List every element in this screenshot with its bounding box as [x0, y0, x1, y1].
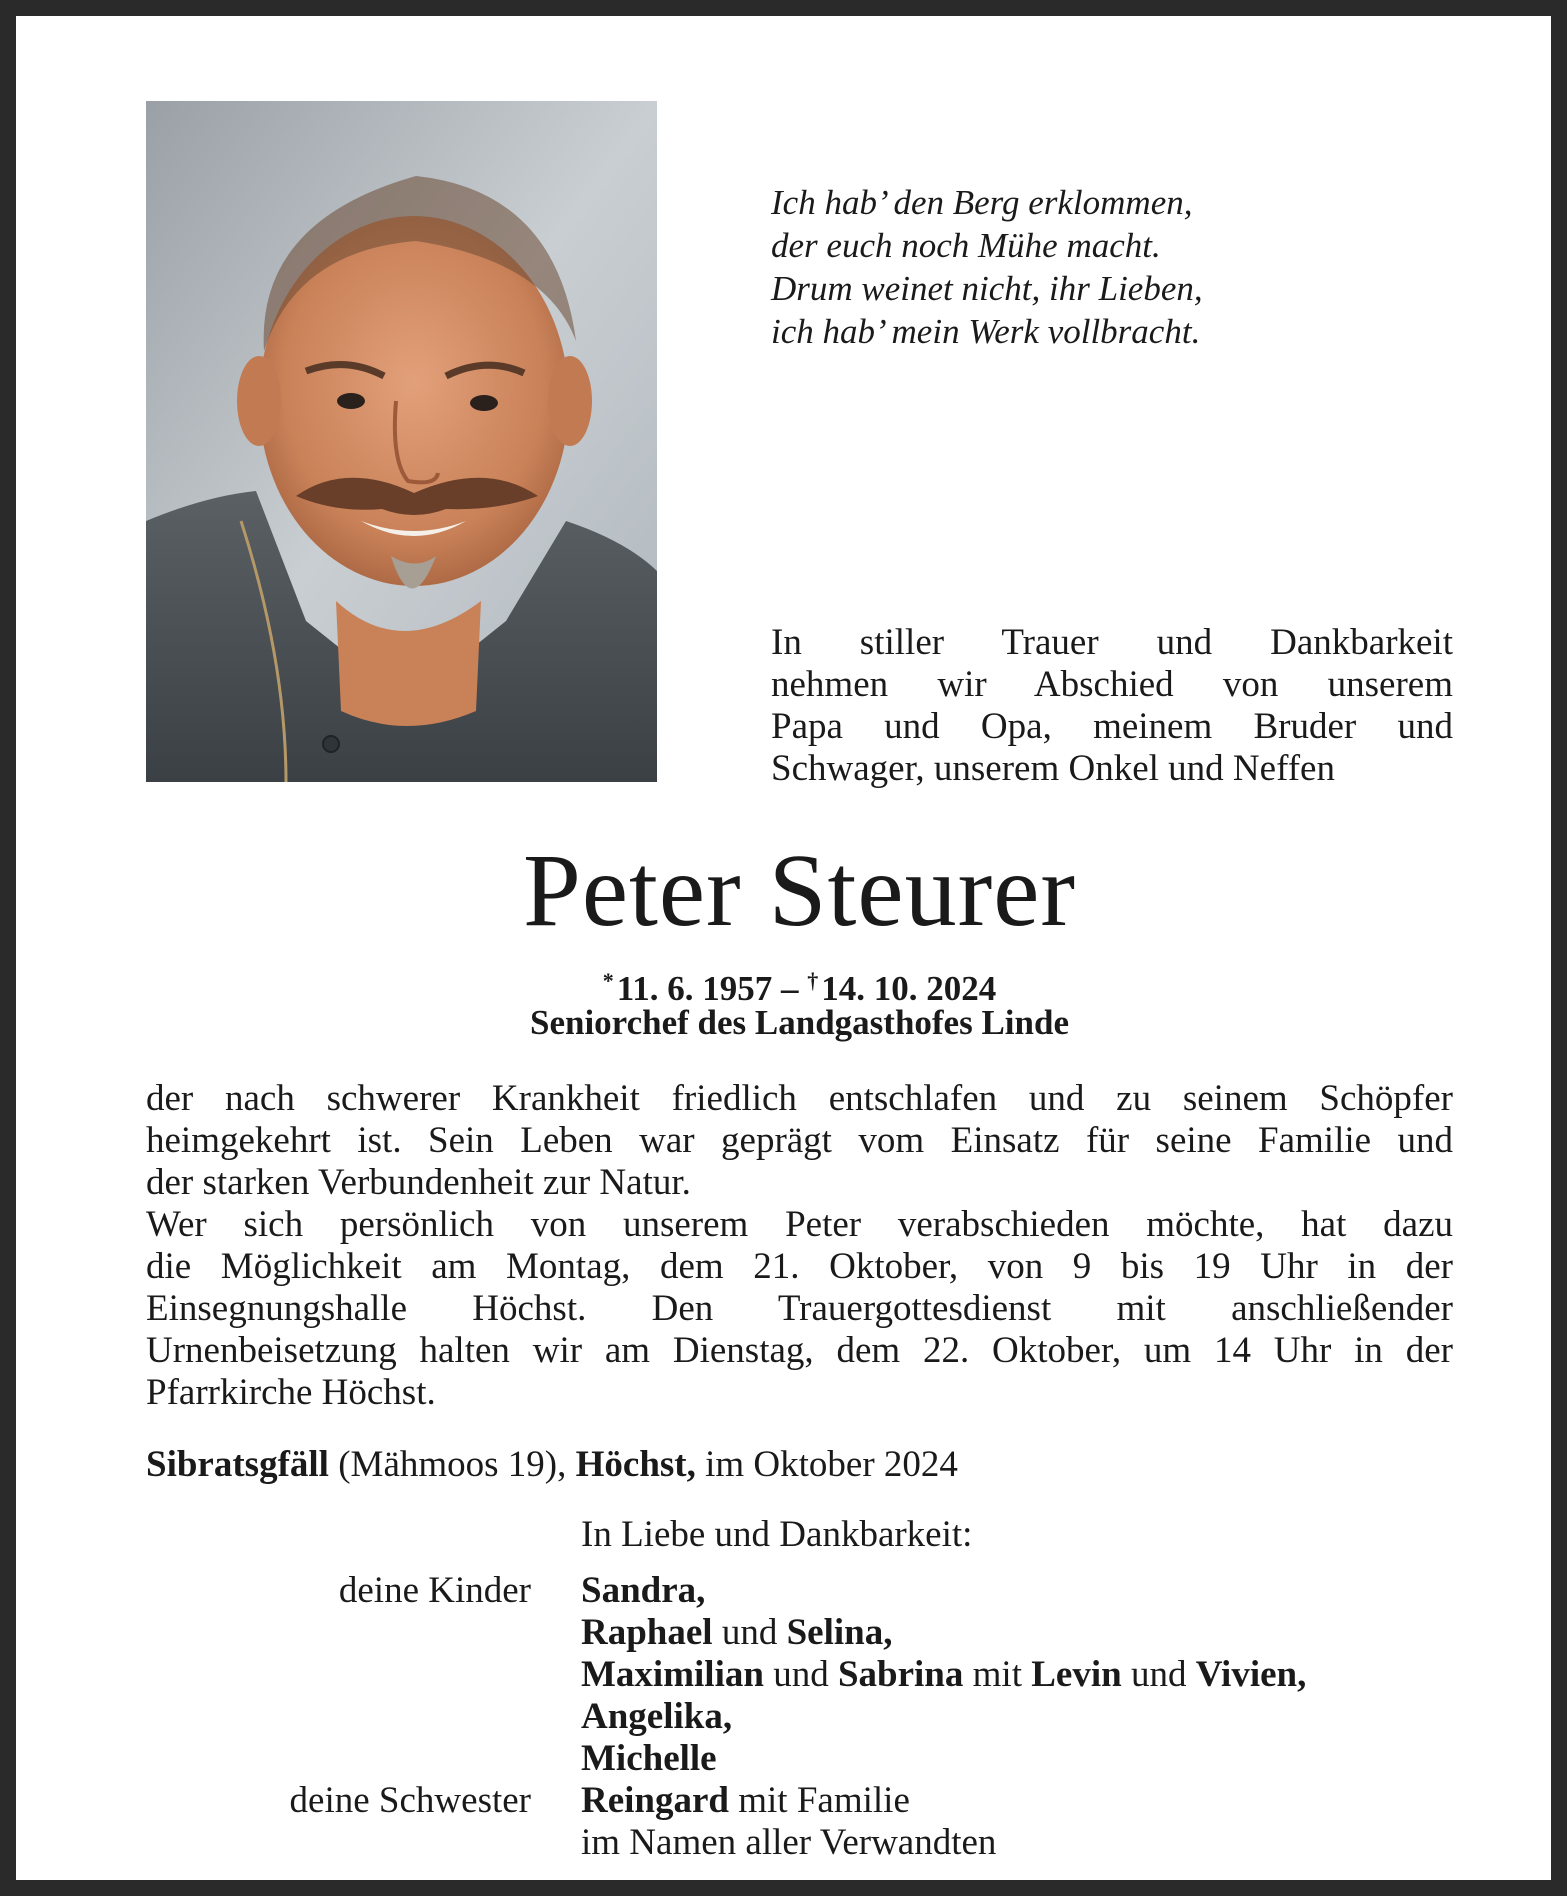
deceased-name: Peter Steurer	[522, 833, 1076, 948]
conj-und: und	[712, 1612, 787, 1653]
birth-date: 11. 6. 1957	[616, 969, 773, 1008]
intro-line: In stiller Trauer und Dankbarkeit	[771, 622, 1453, 663]
portrait-photo	[146, 101, 657, 782]
death-symbol: †	[807, 968, 819, 993]
name-michelle: Michelle	[581, 1738, 717, 1779]
body-line: Wer sich persönlich von unserem Peter verabschieden möchte, hat dazu	[146, 1204, 1453, 1245]
body-line: der nach schwerer Krankheit friedlich entschlafen und zu seinem Schöpfer	[146, 1078, 1453, 1119]
schwester-label: deine Schwester	[289, 1780, 531, 1821]
body-line: Urnenbeisetzung halten wir am Dienstag, dem 22. Oktober, um 14 Uhr in der	[146, 1330, 1453, 1371]
poem-line: ich hab’ mein Werk vollbracht.	[771, 312, 1201, 351]
poem-line: Ich hab’ den Berg erklommen,	[771, 183, 1193, 222]
intro-line: Schwager, unserem Onkel und Neffen	[771, 748, 1335, 789]
notice-date: im Oktober 2024	[695, 1444, 958, 1485]
town-sibratsgfaell: Sibratsgfäll	[146, 1444, 329, 1485]
family-line	[581, 1570, 705, 1612]
conj-und: und	[763, 1654, 838, 1695]
deceased-role: Seniorchef des Landgasthofes Linde	[529, 1003, 1069, 1042]
name-vivien: Vivien,	[1195, 1654, 1307, 1695]
body-line: der starken Verbundenheit zur Natur.	[146, 1162, 691, 1203]
intro-line: nehmen wir Abschied von unserem	[771, 664, 1453, 705]
address: (Mähmoos 19),	[328, 1444, 576, 1485]
intro-line: Papa und Opa, meinem Bruder und	[771, 706, 1453, 747]
date-dash: –	[772, 969, 808, 1008]
body-line: heimgekehrt ist. Sein Leben war geprägt vom Einsatz für seine Familie und	[146, 1120, 1453, 1161]
death-date: 14. 10. 2024	[821, 969, 997, 1008]
family-line	[581, 1612, 892, 1654]
signoff: In Liebe und Dankbarkeit:	[581, 1514, 973, 1555]
place-date-line	[146, 1444, 1446, 1486]
name-sabrina: Sabrina	[837, 1654, 964, 1695]
poem-line: Drum weinet nicht, ihr Lieben,	[771, 269, 1203, 308]
body-line: Pfarrkirche Höchst.	[146, 1372, 436, 1413]
name-reingard: Reingard	[581, 1780, 729, 1821]
kinder-label: deine Kinder	[338, 1570, 531, 1611]
conj-und: und	[1121, 1654, 1196, 1695]
name-sandra: Sandra,	[581, 1570, 706, 1611]
family-line	[581, 1696, 732, 1738]
name-angelika: Angelika,	[581, 1696, 733, 1737]
family-line	[581, 1738, 717, 1780]
birth-symbol: *	[602, 968, 614, 993]
body-text	[146, 1078, 1453, 1414]
name-raphael: Raphael	[581, 1612, 713, 1653]
name-selina: Selina,	[786, 1612, 893, 1653]
intro-text	[771, 622, 1453, 790]
name-levin: Levin	[1031, 1654, 1122, 1695]
family-line	[581, 1780, 910, 1822]
name-maximilian: Maximilian	[581, 1654, 764, 1695]
family-line	[581, 1654, 1306, 1696]
relatives-line: im Namen aller Verwandten	[581, 1822, 997, 1863]
poem-line: der euch noch Mühe macht.	[771, 226, 1161, 265]
conj-mit: mit	[963, 1654, 1032, 1695]
body-line: die Möglichkeit am Montag, dem 21. Oktober, von 9 bis 19 Uhr in der	[146, 1246, 1453, 1287]
mit-familie: mit Familie	[729, 1780, 910, 1821]
portrait-illustration	[146, 101, 657, 782]
body-line: Einsegnungshalle Höchst. Den Trauergottesdienst mit anschließender	[146, 1288, 1453, 1329]
town-hoechst: Höchst,	[575, 1444, 696, 1485]
poem	[771, 181, 1471, 353]
